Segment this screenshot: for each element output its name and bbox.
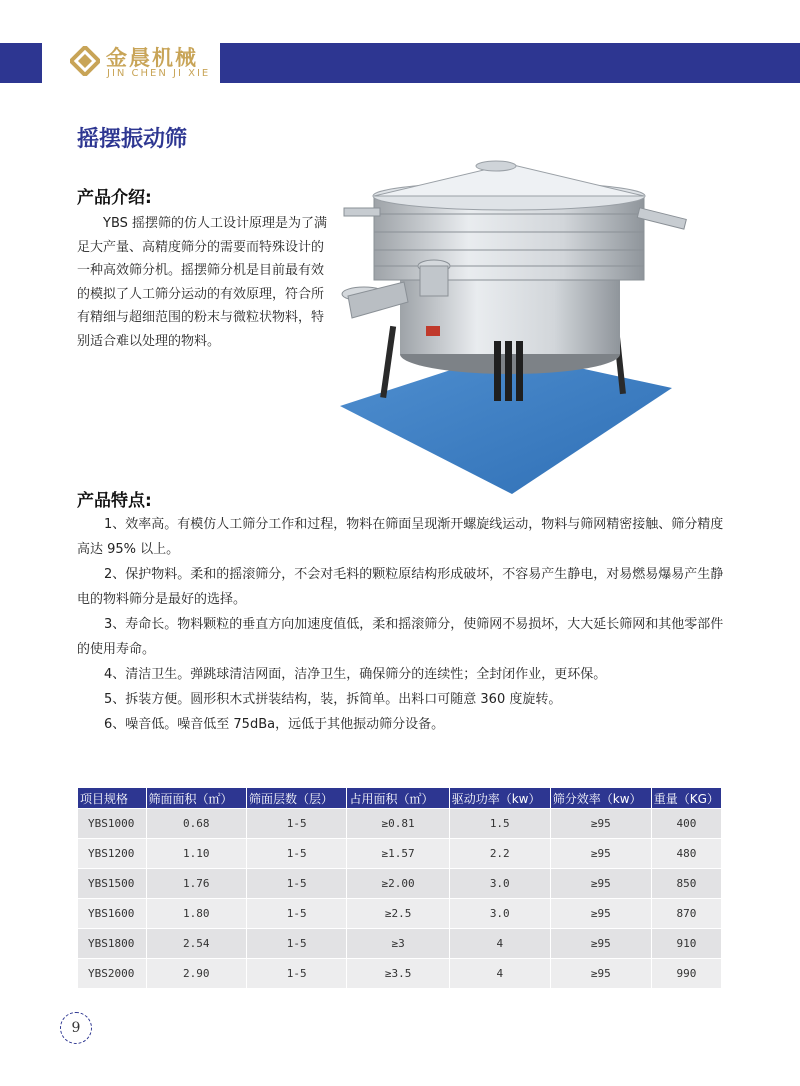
table-cell: ≥2.00 [347,869,449,899]
table-cell: ≥95 [550,809,651,839]
table-cell: ≥95 [550,929,651,959]
table-cell: 1.10 [146,839,246,869]
table-cell: 2.54 [146,929,246,959]
table-row [78,899,722,929]
table-row [78,869,722,899]
table-cell: 910 [651,929,721,959]
spec-table [77,787,722,989]
table-cell: 1-5 [247,959,347,989]
table-cell: ≥1.57 [347,839,449,869]
column-header: 重量（KG） [651,788,721,809]
table-cell: YBS1600 [78,899,147,929]
feature-item: 1、效率高。有模仿人工筛分工作和过程，物料在筛面呈现渐开螺旋线运动，物料与筛网精密接触、筛分精度高达 95% 以上。 [77,517,724,557]
column-header: 筛面层数（层） [247,788,347,809]
table-cell: ≥3.5 [347,959,449,989]
table-cell: 400 [651,809,721,839]
column-header: 驱动功率（kw） [449,788,550,809]
table-cell: ≥95 [550,869,651,899]
table-cell: ≥2.5 [347,899,449,929]
table-header-row [78,788,722,809]
brand-logo-icon [70,46,100,76]
table-cell: 2.2 [449,839,550,869]
table-cell: 3.0 [449,869,550,899]
column-header: 筛分效率（kw） [550,788,651,809]
table-cell: ≥95 [550,899,651,929]
table-cell: YBS2000 [78,959,147,989]
table-cell: YBS1800 [78,929,147,959]
table-cell: 1.76 [146,869,246,899]
features-heading: 产品特点: [77,491,152,511]
table-cell: 1-5 [247,839,347,869]
table-cell: 480 [651,839,721,869]
brand-name-en: JIN CHEN JI XIE [107,68,211,79]
intro-heading: 产品介绍: [77,188,152,208]
table-cell: YBS1000 [78,809,147,839]
table-cell: YBS1500 [78,869,147,899]
table-cell: 4 [449,929,550,959]
intro-text: YBS 摇摆筛的仿人工设计原理是为了满足大产量、高精度筛分的需要而特殊设计的一种高效筛分机。摇摆筛分机是目前最有效的模拟了人工筛分运动的有效原理，符合所有精细与超细范围的粉末与微粒状物料，特别适合难以处理的物料。 [77,216,328,349]
table-cell: 4 [449,959,550,989]
table-cell: 0.68 [146,809,246,839]
feature-item: 5、拆装方便。圆形积木式拼装结构，装，拆简单。出料口可随意 360 度旋转。 [104,692,562,707]
brand-name-cn: 金晨机械 [106,46,198,70]
features-list [77,512,727,737]
table-cell: 870 [651,899,721,929]
table-cell: 1.5 [449,809,550,839]
column-header: 占用面积（㎡） [347,788,449,809]
table-row [78,929,722,959]
machine-image [334,156,702,496]
table-row [78,809,722,839]
column-header: 筛面面积（㎡） [146,788,246,809]
feature-item: 2、保护物料。柔和的摇滚筛分，不会对毛料的颗粒原结构形成破坏，不容易产生静电，对易燃易爆易产生静电的物料筛分是最好的选择。 [77,567,724,607]
table-cell: 1-5 [247,929,347,959]
table-cell: 1-5 [247,809,347,839]
page-number: 9 [60,1012,92,1044]
table-cell: 1.80 [146,899,246,929]
table-cell: 3.0 [449,899,550,929]
page-title: 摇摆振动筛 [77,127,188,152]
feature-item: 4、清洁卫生。弹跳球清洁网面，洁净卫生，确保筛分的连续性；全封闭作业，更环保。 [104,667,607,682]
table-cell: 850 [651,869,721,899]
column-header: 项目规格 [78,788,147,809]
table-cell: ≥95 [550,839,651,869]
table-cell: ≥95 [550,959,651,989]
table-row [78,839,722,869]
table-cell: ≥0.81 [347,809,449,839]
feature-item: 3、寿命长。物料颗粒的垂直方向加速度值低，柔和摇滚筛分，使筛网不易损坏，大大延长筛网和其他零部件的使用寿命。 [77,617,724,657]
table-cell: 1-5 [247,899,347,929]
table-row [78,959,722,989]
feature-item: 6、噪音低。噪音低至 75dBa，远低于其他振动筛分设备。 [104,717,445,732]
table-cell: YBS1200 [78,839,147,869]
table-cell: 990 [651,959,721,989]
table-cell: 2.90 [146,959,246,989]
table-cell: 1-5 [247,869,347,899]
table-cell: ≥3 [347,929,449,959]
